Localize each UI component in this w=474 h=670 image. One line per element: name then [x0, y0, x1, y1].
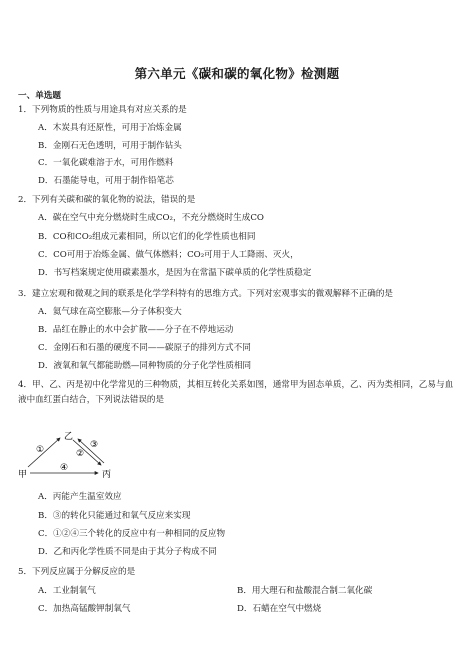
question-1-option-c: C．一氧化碳难溶于水，可用作燃料 [38, 158, 174, 168]
page-title: 第六单元《碳和碳的氧化物》检测题 [134, 66, 340, 81]
question-2-option-a: A．碳在空气中充分燃烧时生成CO₂，不充分燃烧时生成CO [38, 213, 264, 223]
question-1-stem: 1．下列物质的性质与用途具有对应关系的是 [18, 105, 187, 115]
question-4-option-b: B．③的转化只能通过和氧气反应来实现 [38, 511, 191, 521]
question-2-option-d: D．书写档案规定使用碳素墨水，是因为在常温下碳单质的化学性质稳定 [38, 268, 312, 278]
question-4-stem: 4．甲、乙、丙是初中化学常见的三种物质，其相互转化关系如图，通常甲为固态单质，乙、丙为类相同，乙易与血液中血红蛋白结合，下列说法错误的是 [18, 380, 454, 405]
question-5-option-c: C．加热高锰酸钾制氧气 [38, 604, 131, 614]
question-4-option-a: A．丙能产生温室效应 [38, 492, 122, 502]
question-1-option-d: D．石墨能导电，可用于制作铅笔芯 [38, 176, 174, 186]
question-4-option-c: C．①②④三个转化的反应中有一种相同的反应物 [38, 529, 226, 539]
diagram-node-bing: 丙 [102, 470, 112, 480]
question-3-option-b: B．品红在静止的水中会扩散——分子在不停地运动 [38, 325, 234, 335]
question-5-option-d: D．石蜡在空气中燃烧 [237, 604, 322, 614]
question-4-option-d: D．乙和丙化学性质不同是由于其分子构成不同 [38, 547, 217, 557]
question-3-option-c: C．金刚石和石墨的硬度不同——碳原子的排列方式不同 [38, 343, 251, 353]
question-3-option-d: D．液氧和氧气都能助燃—同种物质的分子化学性质相同 [38, 361, 252, 371]
question-5-stem: 5．下列反应属于分解反应的是 [18, 567, 136, 577]
arrow-4-label: ④ [60, 463, 69, 473]
arrow-1-label: ① [36, 445, 45, 455]
question-3-stem: 3．建立宏观和微观之间的联系是化学学科特有的思维方式。下列对宏观事实的微观解释不正确的是 [18, 289, 394, 299]
question-3-option-a: A．氦气球在高空膨胀—分子体积变大 [38, 307, 182, 317]
question-5-option-a: A．工业制氧气 [38, 586, 96, 596]
question-2-option-b: B．CO和CO₂组成元素相同，所以它们的化学性质也相同 [38, 232, 256, 242]
question-5-option-b: B．用大理石和盐酸混合制二氧化碳 [237, 586, 373, 596]
question-2-stem: 2．下列有关碳和碳的氧化物的说法，错误的是 [18, 195, 196, 205]
question-1-option-a: A．木炭具有还原性，可用于冶炼金属 [38, 123, 182, 133]
section-heading: 一、单选题 [18, 91, 61, 101]
diagram-node-jia: 甲 [18, 470, 28, 480]
transformation-diagram [18, 430, 118, 480]
question-1-option-b: B．金刚石无色透明，可用于制作钻头 [38, 141, 182, 151]
arrow-3-label: ③ [90, 440, 99, 450]
arrow-2-label: ② [76, 449, 85, 459]
diagram-node-yi: 乙 [64, 432, 74, 442]
question-2-option-c: C．CO可用于冶炼金属、做气体燃料；CO₂可用于人工降雨、灭火， [38, 250, 299, 260]
